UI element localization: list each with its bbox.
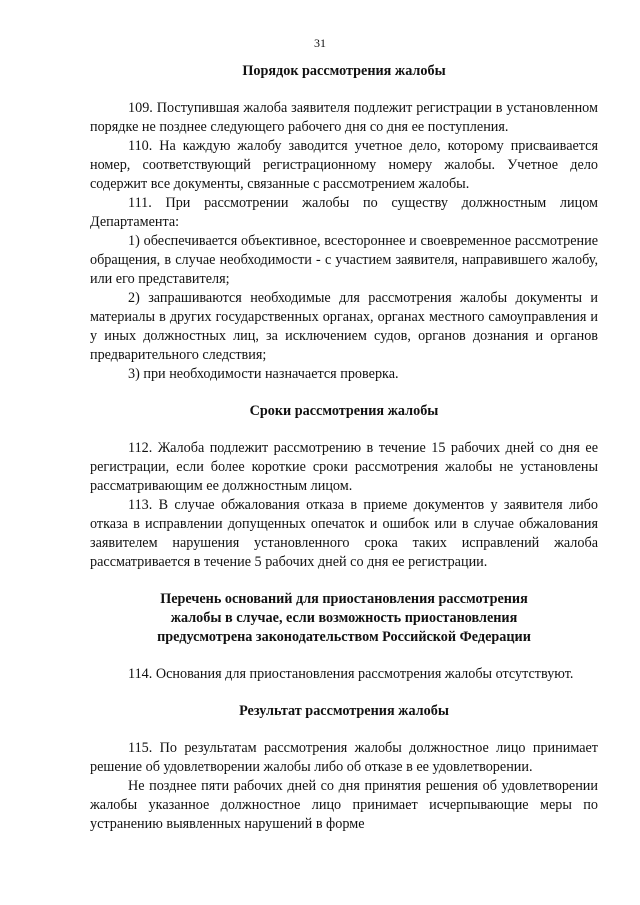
document-body bbox=[90, 62, 598, 834]
paragraph: 114. Основания для приостановления рассмотрения жалобы отсутствуют. bbox=[128, 666, 574, 682]
paragraph: 110. На каждую жалобу заводится учетное дело, которому присваивается номер, соответствующий регистрационному номеру жалобы. Учетное дело содержит все документы, связанные с рассмотрением жалобы. bbox=[90, 138, 598, 192]
paragraph: 109. Поступившая жалоба заявителя подлежит регистрации в установленном порядке не позднее следующего рабочего дня со дня ее поступления. bbox=[90, 100, 598, 135]
section-heading: Результат рассмотрения жалобы bbox=[239, 703, 449, 719]
paragraph: 113. В случае обжалования отказа в приеме документов у заявителя либо отказа в исправлении допущенных опечаток и ошибок или в случае обжалования заявителем нарушения установленного срока таких исправлений жалоба рассматривается в течение 5 рабочих дней со дня ее регистрации. bbox=[90, 497, 598, 570]
paragraph: 112. Жалоба подлежит рассмотрению в течение 15 рабочих дней со дня ее регистрации, если более короткие сроки рассмотрения жалобы не установлены рассматривающим ее должностным лицом. bbox=[90, 440, 598, 494]
paragraph: Не позднее пяти рабочих дней со дня принятия решения об удовлетворении жалобы указанное должностное лицо принимает исчерпывающие меры по устранению выявленных нарушений в форме bbox=[90, 778, 598, 832]
page-number: 31 bbox=[314, 36, 326, 50]
paragraph: 111. При рассмотрении жалобы по существу должностным лицом Департамента: bbox=[90, 195, 598, 230]
section-heading-line: Перечень оснований для приостановления рассмотрения bbox=[160, 591, 528, 607]
section-heading: Порядок рассмотрения жалобы bbox=[242, 63, 446, 79]
section-heading-line: жалобы в случае, если возможность приостановления bbox=[170, 610, 518, 626]
paragraph: 115. По результатам рассмотрения жалобы должностное лицо принимает решение об удовлетворении жалобы либо об отказе в ее удовлетворении. bbox=[90, 740, 598, 775]
paragraph: 3) при необходимости назначается проверка. bbox=[128, 366, 399, 382]
paragraph: 1) обеспечивается объективное, всестороннее и своевременное рассмотрение обращения, в случае необходимости - с участием заявителя, направившего жалобу, или его представителя; bbox=[90, 233, 598, 287]
section-heading: Сроки рассмотрения жалобы bbox=[249, 403, 439, 419]
section-heading-line: предусмотрена законодательством Российской Федерации bbox=[157, 629, 531, 645]
paragraph: 2) запрашиваются необходимые для рассмотрения жалобы документы и материалы в других государственных органах, органах местного самоуправления и у иных должностных лиц, за исключением судов, органов дознания и органов предварительного следствия; bbox=[90, 290, 598, 363]
